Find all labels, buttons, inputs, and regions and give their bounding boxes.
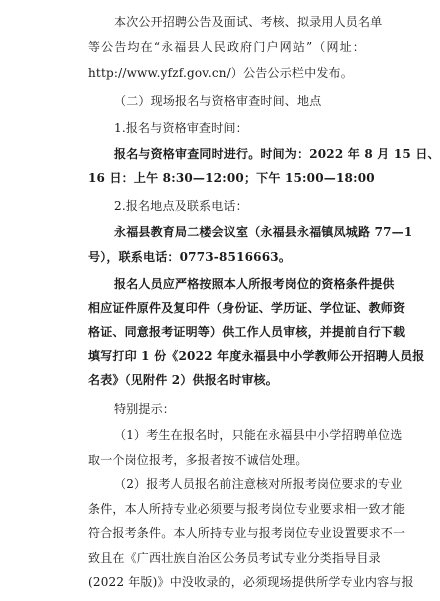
requirement-line-3: 格证、同意报考证明等）供工作人员审核，并提前自行下载 bbox=[88, 325, 406, 339]
section-heading-registration: （二）现场报名与资格审查时间、地点 bbox=[114, 94, 322, 109]
registration-time-line-2: 16 日：上午 8:30—12:00；下午 15:00—18:00 bbox=[88, 171, 375, 186]
notice-1-line-1: （1）考生在报名时，只能在永福县中小学招聘单位选 bbox=[114, 428, 403, 442]
subheading-time: 1.报名与资格审查时间： bbox=[114, 120, 248, 135]
notice-2-line-2: 条件，本人所持专业必须要与报考岗位专业要求相一致才能 bbox=[88, 501, 406, 516]
notice-2-line-5: (2022 年版)》中没收录的，必须现场提供所学专业内容与报 bbox=[88, 575, 414, 589]
registration-time-line-1: 报名与资格审查同时进行。时间为：2022 年 8 月 15 日、 bbox=[114, 146, 440, 161]
notice-1-line-2: 取一个岗位报考，多报者按不诚信处理。 bbox=[88, 452, 308, 467]
para-1-line-2: 等公告均在“永福县人民政府门户网站”（网址： bbox=[88, 40, 365, 55]
location-line-1: 永福县教育局二楼会议室（永福县永福镇凤城路 77—1 bbox=[114, 225, 413, 240]
location-line-2: 号），联系电话：0773-8516663。 bbox=[88, 249, 292, 264]
notice-2-line-3: 符合报考条件。本人所持专业与报考岗位专业设置要求不一 bbox=[88, 526, 406, 540]
requirement-line-5: 名表》（见附件 2）供报名时审核。 bbox=[88, 373, 278, 388]
subheading-location: 2.报名地点及联系电话： bbox=[114, 199, 248, 214]
requirement-line-1: 报名人员应严格按照本人所报考岗位的资格条件提供 bbox=[114, 276, 395, 291]
para-1-line-3: http://www.yfzf.gov.cn/）公告公示栏中发布。 bbox=[88, 65, 353, 80]
requirement-line-4: 填写打印 1 份《2022 年度永福县中小学教师公开招聘人员报 bbox=[88, 348, 425, 363]
special-notice-heading: 特别提示： bbox=[114, 401, 176, 416]
notice-2-line-4: 致且在《广西壮族自治区公务员考试专业分类指导目录 bbox=[88, 550, 381, 565]
notice-2-line-1: （2）报考人员报名前注意核对所报考岗位要求的专业 bbox=[114, 477, 403, 491]
para-1-line-1: 本次公开招聘公告及面试、考核、拟录用人员名单 bbox=[114, 15, 383, 29]
requirement-line-2: 相应证件原件及复印件（身份证、学历证、学位证、教师资 bbox=[88, 301, 406, 316]
